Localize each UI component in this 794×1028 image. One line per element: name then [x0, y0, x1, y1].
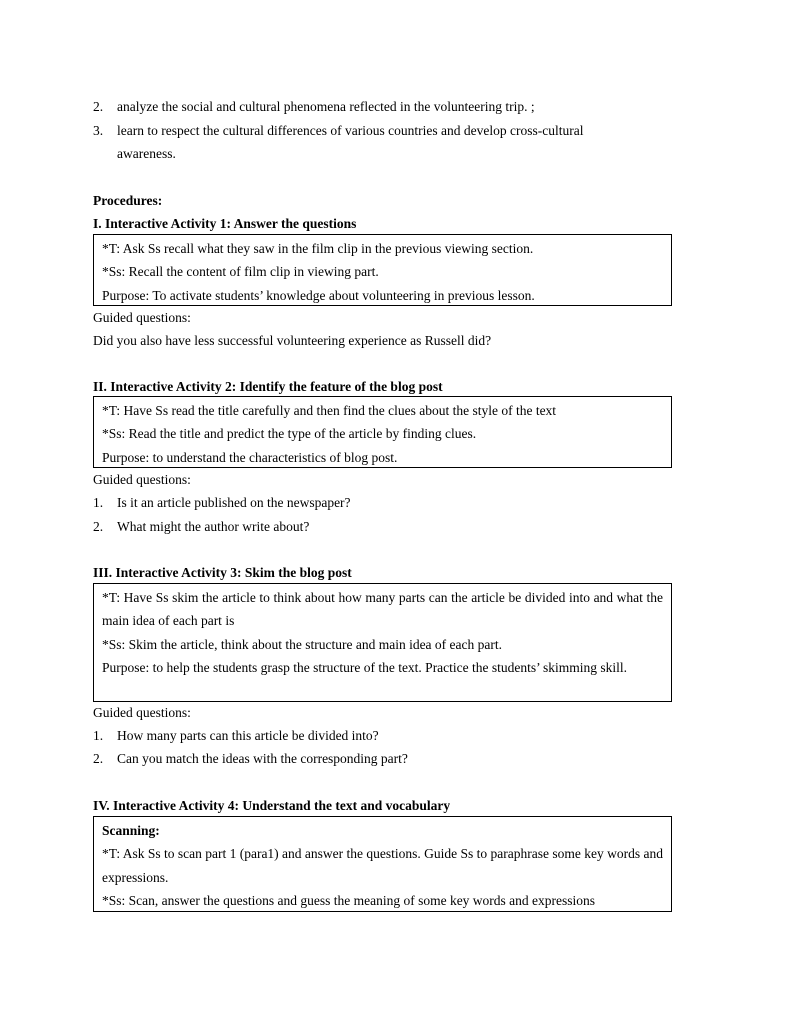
- activity-3-box: [93, 583, 672, 702]
- box-line: *Ss: Scan, answer the questions and guess the meaning of some key words and expressions: [102, 893, 596, 909]
- list-number: 2.: [93, 751, 104, 766]
- box-line: *Ss: Skim the article, think about the structure and main idea of each part.: [102, 636, 503, 652]
- box-line: *T: Ask Ss to scan part 1 (para1) and answer the questions. Guide Ss to paraphrase some key words and expressions.: [102, 846, 663, 885]
- list-number: 3.: [93, 123, 104, 138]
- box-title: Scanning:: [102, 823, 160, 838]
- box-line: *T: Ask Ss recall what they saw in the film clip in the previous viewing section.: [102, 241, 534, 256]
- list-text: awareness.: [117, 146, 176, 161]
- activity-2-box: [93, 396, 672, 468]
- box-line: *Ss: Read the title and predict the type of the article by finding clues.: [102, 426, 477, 442]
- guided-question: [93, 747, 408, 770]
- box-line: *Ss: Recall the content of film clip in viewing part.: [102, 264, 379, 280]
- objective-3: [93, 119, 583, 142]
- list-text: How many parts can this article be divided into?: [117, 728, 379, 743]
- guided-question: [93, 724, 379, 747]
- box-line: Purpose: to understand the characteristics of blog post.: [102, 449, 398, 465]
- list-text: Can you match the ideas with the corresponding part?: [117, 751, 408, 766]
- list-number: 1.: [93, 495, 104, 510]
- list-text: learn to respect the cultural differences of various countries and develop cross-cultural: [117, 123, 584, 138]
- guided-questions-label: Guided questions:: [93, 472, 191, 487]
- objective-3-continued: [93, 142, 176, 165]
- activity-4-heading: IV. Interactive Activity 4: Understand the text and vocabulary: [93, 798, 451, 813]
- activity-1-box: [93, 234, 672, 306]
- guided-question: [93, 491, 351, 514]
- list-text: Did you also have less successful volunteering experience as Russell did?: [93, 333, 492, 348]
- list-number: 2.: [93, 519, 104, 534]
- activity-4-box: [93, 816, 672, 912]
- guided-questions-label: Guided questions:: [93, 310, 191, 325]
- list-text: analyze the social and cultural phenomena reflected in the volunteering trip. ;: [117, 99, 535, 114]
- procedures-heading: Procedures:: [93, 193, 163, 208]
- guided-question: [93, 515, 309, 538]
- list-number: 2.: [93, 99, 104, 114]
- box-line: *T: Have Ss skim the article to think about how many parts can the article be divided into and what the main idea of each part is: [102, 590, 663, 629]
- guided-questions-label: Guided questions:: [93, 705, 191, 720]
- box-line: *T: Have Ss read the title carefully and then find the clues about the style of the text: [102, 403, 557, 418]
- objective-2: [93, 95, 535, 118]
- box-line: Purpose: To activate students’ knowledge about volunteering in previous lesson.: [102, 287, 535, 303]
- activity-3-heading: III. Interactive Activity 3: Skim the blog post: [93, 565, 352, 580]
- activity-2-heading: II. Interactive Activity 2: Identify the feature of the blog post: [93, 379, 443, 394]
- activity-1-heading: I. Interactive Activity 1: Answer the questions: [93, 216, 357, 231]
- box-line: Purpose: to help the students grasp the structure of the text. Practice the students’ skimming skill.: [102, 660, 628, 676]
- list-number: 1.: [93, 728, 104, 743]
- list-text: What might the author write about?: [117, 519, 310, 534]
- guided-question: [93, 329, 491, 352]
- list-text: Is it an article published on the newspaper?: [117, 495, 351, 510]
